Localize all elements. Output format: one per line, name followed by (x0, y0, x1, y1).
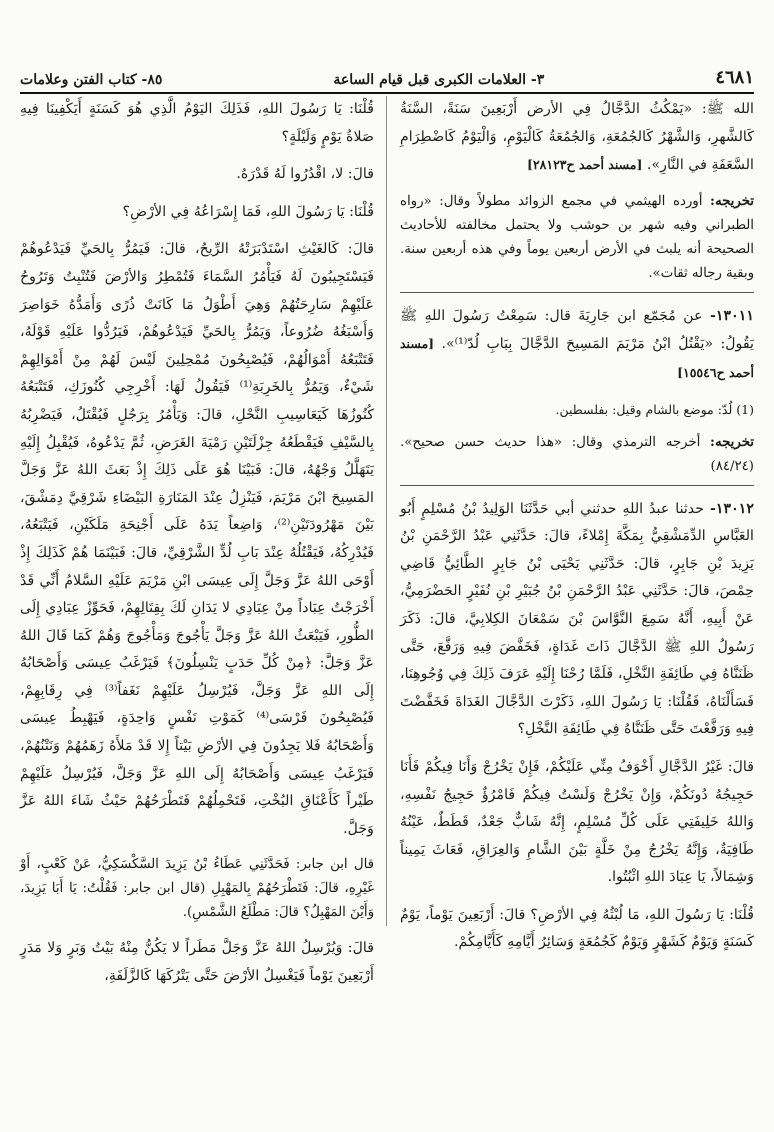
hadith-continuation (400, 96, 754, 180)
source-reference: [مسند أحمد ح٢٨١٢٣] (527, 157, 643, 173)
left-column (20, 96, 374, 1001)
hadith-text: الله ﷺ: «يَمْكُثُ الدَّجَّالُ فِي الأرض أَرْبَعِينَ سَنَةً، السَّنَةُ كَالشَّهرِ، وَالشَّهْرُ كَالجُمُعَةِ، وَالجُمُعَةُ كَالْيَوْمِ، وَالْيَوْمُ كَاضْطِرَامِ السَّعَفَةِ في النَّارِ». (400, 101, 754, 174)
hadith-paragraph: قالَ: غَيْرُ الدَّجَّالِ أَخْوَفُ مِنِّي عَلَيْكُمْ، فَإِنْ يَخْرُجْ وَأَنَا فِيكُمْ فَأَنَا حَجِيجُهُ دُونَكُمْ، وَإِنْ يَخْرُجْ وَلَسْتُ فِيكُمْ فَامْرُؤٌ حَجِيجُ نَفْسِهِ، وَاللهُ خَلِيفَتِي عَلَى كُلِّ مُسْلِمٍ، إِنَّهُ شَابٌّ جَعْدٌ، قَطَطٌ، عَيْنُهُ طَافِيَةٌ، وَإِنَّهُ يَخْرُجُ مِنْ خَلَّةٍ بَيْنَ الشَّامِ وَالعِرَاقِ، فَعَاثَ يَمِيناً وَشِمَالاً، يَا عِبَادَ اللهِ اثْبُتُوا. (400, 758, 754, 886)
hadith-13011 (400, 303, 754, 388)
hadith-13012 (400, 496, 754, 744)
page-header (20, 58, 754, 94)
hadith-paragraph: قالَ: وَيُرْسِلُ اللهُ عَزَّ وَجَلَّ مَطَراً لا يَكُنُّ مِنْهُ بَيْتُ وَبَرٍ وَلا مَدَرٍ أَرْبَعِينَ يَوْماً فَيَغْسِلُ الأرْضَ حَتَّى يَتْرُكَهَا كَالزَّلَفَةِ، (20, 940, 374, 985)
takhrij-label: تخريجه: (710, 434, 754, 450)
source-reference: [مسند أحمد ح١٥٥٤٦] (400, 336, 754, 380)
section-title: ٣- العلامات الكبرى قبل قيام الساعة (333, 72, 545, 88)
takhrij-block (400, 190, 754, 293)
hadith-paragraph: قالَ: لا، اقْدُرُوا لَهُ قَدْرَهُ. (236, 166, 374, 183)
takhrij-block (400, 431, 754, 486)
takhrij-label: تخريجه: (710, 193, 754, 209)
book-title: ٨٥- كتاب الفتن وعلامات (20, 72, 163, 88)
takhrij-text: أورده الهيثمي في مجمع الزوائد مطولاً وقال: «رواه الطبراني وفيه شهر بن حوشب ولا يحتمل مخالفته للأحاديث الصحيحة أنه يلبث في الأرض أربعين يوماً وفي هذه أربعين سنة. وبقية رجاله ثقات». (400, 193, 754, 281)
page-number: ٤٦٨١ (715, 67, 754, 88)
hadith-paragraph: قالَ: كَالغَيْثِ اسْتَدْبَرَتْهُ الرِّيحُ، قالَ: فَيَمُرُّ بِالحَيِّ فَيَدْعُوهُمْ فَيَسْتَجِيبُونَ لَهُ فَيَأْمُرُ السَّمَاءَ فَتُمْطِرُ وَالأرْضَ فَتُنْبِتُ وَتَرُوحُ عَلَيْهِمْ سَارِحَتُهُمْ وَهِيَ أَطْوَلُ مَا كَانَتْ ذُرًى وَأَمَدُّهُ خَوَاصِرَ وَأَسْبَغُهُ ضُرُوعاً، وَيَمُرُّ بِالحَيِّ فَيَدْعُوهُمْ، فَيَرُدُّوا عَلَيْهِ قَوْلَهُ، فَتَتْبَعُهُ أَمْوَالُهُمْ، فَيُصْبِحُونَ مُمْحِلِينَ لَيْسَ لَهُمْ مِنْ أَمْوَالِهِمْ شَيْءٌ، وَيَمُرُّ بِالخَرِبَةِ⁽¹⁾ فَيَقُولُ لَهَا: أَخْرِجِي كُنُوزَكِ، فَتَتْبَعُهُ كُنُوزُهَا كَيَعَاسِيبِ النَّحْلِ، قالَ: وَيَأْمُرُ بِرَجُلٍ فَيُقْتَلُ، فَيَضْرِبُهُ بِالسَّيْفِ فَيَقْطَعُهُ جِزْلَتَيْنِ رَمْيَةَ الغَرَضِ، ثُمَّ يَدْعُوهُ، فَيُقْبِلُ إِلَيْهِ يَتَهَلَّلُ وَجْهُهُ، قالَ: فَبَيْنَا هُوَ عَلَى ذَلِكَ إِذْ بَعَثَ اللهُ عَزَّ وَجَلَّ المَسِيحَ ابْنَ مَرْيَمَ، فَيَنْزِلُ عِنْدَ المَنَارَةِ البَيْضَاءِ شَرْقِيَّ دِمَشْقَ، بَيْنَ مَهْرُودَتَيْنِ⁽²⁾، وَاضِعاً يَدَهُ عَلَى أَجْنِحَةِ مَلَكَيْنِ، فَيَتْبَعُهُ، فَيُدْرِكُهُ، فَيَقْتُلُهُ عِنْدَ بَابِ لُدٍّ الشَّرْقِيِّ، قالَ: فَبَيْنَمَا هُمْ كَذَلِكَ إِذْ أَوْحَى اللهُ عَزَّ وَجَلَّ إِلَى عِيسَى ابْنِ مَرْيَمَ عَلَيْهِ السَّلامُ أَنِّي قَدْ أَخْرَجْتُ عِبَاداً مِنْ عِبَادِي لا يَدَانِ لَكَ بِقِتَالِهِمْ، فَحَوِّزْ عِبَادِي إِلَى الطُّورِ، فَيَبْعَثُ اللهُ عَزَّ وَجَلَّ يَأْجُوجَ وَمَأْجُوجَ وَهُمْ كَمَا قَالَ اللهُ عَزَّ وَجَلَّ: ﴿مِنْ كُلِّ حَدَبٍ يَنْسِلُونَ﴾ فَيَرْغَبُ عِيسَى وَأَصْحَابُهُ إِلَى اللهِ عَزَّ وَجَلَّ، فَيُرْسِلُ عَلَيْهِمْ نَغَفاً⁽³⁾ فِي رِقَابِهِمْ، فَيُصْبِحُونَ فَرْسَى⁽⁴⁾ كَمَوْتِ نَفْسٍ وَاحِدَةٍ، فَيَهْبِطُ عِيسَى وَأَصْحَابُهُ فَلا يَجِدُونَ فِي الأرْضِ بَيْتاً إِلا قَدْ مَلأَهُ زَهَمُهُمْ وَنَتْنُهُمْ، فَيَرْغَبُ عِيسَى وَأَصْحَابُهُ إِلَى اللهِ عَزَّ وَجَلَّ، فَيُرْسِلُ عَلَيْهِمْ طَيْراً كَأَعْنَاقِ البُخْتِ، فَتَحْمِلُهُمْ فَتَطْرَحُهُمْ حَيْثُ شَاءَ اللهُ عَزَّ وَجَلَّ. (20, 241, 375, 837)
right-column (400, 96, 754, 967)
hadith-text: حدثنا عبدُ اللهِ حدثني أبي حَدَّثَنَا الوَلِيدُ بْنُ مُسْلِمٍ أَبُو العَبَّاسِ الدِّمَشْقِيُّ بِمَكَّةَ إِمْلاءً، قالَ: حَدَّثَنِي عَبْدُ الرَّحْمَنِ بْنُ يَزِيدَ بْنِ جَابِرٍ، قالَ: حَدَّثَنِي يَحْيَى بْنُ جَابِرٍ الطَّائِيُّ قَاضِي حِمْصَ، قالَ: حَدَّثَنِي عَبْدُ الرَّحْمَنِ بْنُ جُبَيْرِ بْنِ نُفَيْرٍ الحَضْرَمِيُّ، عَنْ أَبِيهِ، أَنَّهُ سَمِعَ النَّوَّاسَ بْنَ سَمْعَانَ الكِلابِيَّ، قالَ: ذَكَرَ رَسُولُ اللهِ ﷺ الدَّجَّالَ ذَاتَ غَدَاةٍ، فَخَفَّضَ فِيهِ وَرَفَّعَ، حَتَّى ظَنَنَّاهُ فِي طَائِفَةِ النَّخْلِ، فَلَمَّا رُحْنَا إِلَيْهِ عَرَفَ ذَلِكَ فِي وُجُوهِنَا، فَسَأَلْنَاهُ، فَقُلْنَا: يَا رَسُولَ اللهِ، ذَكَرْتَ الدَّجَّالَ الغَدَاةَ فَخَفَّضْتَ فِيهِ وَرَفَّعْتَ حَتَّى ظَنَنَّاهُ فِي طَائِفَةِ النَّخْلِ؟ (400, 500, 754, 738)
hadith-text: عن مُجَمّع ابن جَارِيَةَ قال: سَمِعْتُ رَسُولَ اللهِ ﷺ يَقُولُ: «يَقْتُلُ ابْنُ مَرْيَمَ المَسِيحَ الدَّجَّالَ بِبَابِ لُدّ⁽¹⁾». (400, 307, 754, 353)
hadith-number: ١٣٠١٢- (710, 500, 755, 517)
takhrij-text: أخرجه الترمذي وقال: «هذا حديث حسن صحيح». (٨٤/٢٤) (400, 434, 754, 474)
hadith-paragraph: قُلْنَا: يَا رَسُولَ اللهِ، فَمَا إِسْرَاعُهُ فِي الأرْضِ؟ (122, 203, 374, 220)
footnote: (1) لُدّ: موضع بالشام وقيل: بفلسطين. (555, 401, 754, 417)
hadith-paragraph: قُلْنَا: يَا رَسُولَ اللهِ، مَا لُبْثُهُ فِي الأرْضِ؟ قالَ: أَرْبَعِينَ يَوْماً، يَوْمٌ كَسَنَةٍ وَيَوْمٌ كَشَهْرٍ وَيَوْمٌ كَجُمُعَةٍ وَسَائِرُ أَيَّامِهِ كَأَيَّامِكُمْ. (400, 906, 754, 951)
column-divider (386, 96, 387, 926)
hadith-paragraph: قُلْنَا: يَا رَسُولَ اللهِ، فَذَلِكَ اليَوْمُ الَّذِي هُوَ كَسَنَةٍ أَيَكْفِينَا فِيهِ صَلاةُ يَوْمٍ وَلَيْلَةٍ؟ (20, 101, 374, 145)
hadith-number: ١٣٠١١- (710, 307, 754, 324)
hadith-paragraph: قال ابن جابر: فَحَدَّثَنِي عَطَاءُ بْنُ يَزِيدَ السَّكْسَكِيُّ، عَنْ كَعْبٍ، أَوْ غَيْرِهِ، قالَ: فَتَطْرَحُهُمْ بِالمَهْبِلِ (قال ابن جابر: فَقُلْتُ: يَا أَبَا يَزِيدَ، وَأَيْنَ المَهْبِلُ؟ قالَ: مَطْلَعُ الشَّمْسِ). (20, 857, 374, 921)
